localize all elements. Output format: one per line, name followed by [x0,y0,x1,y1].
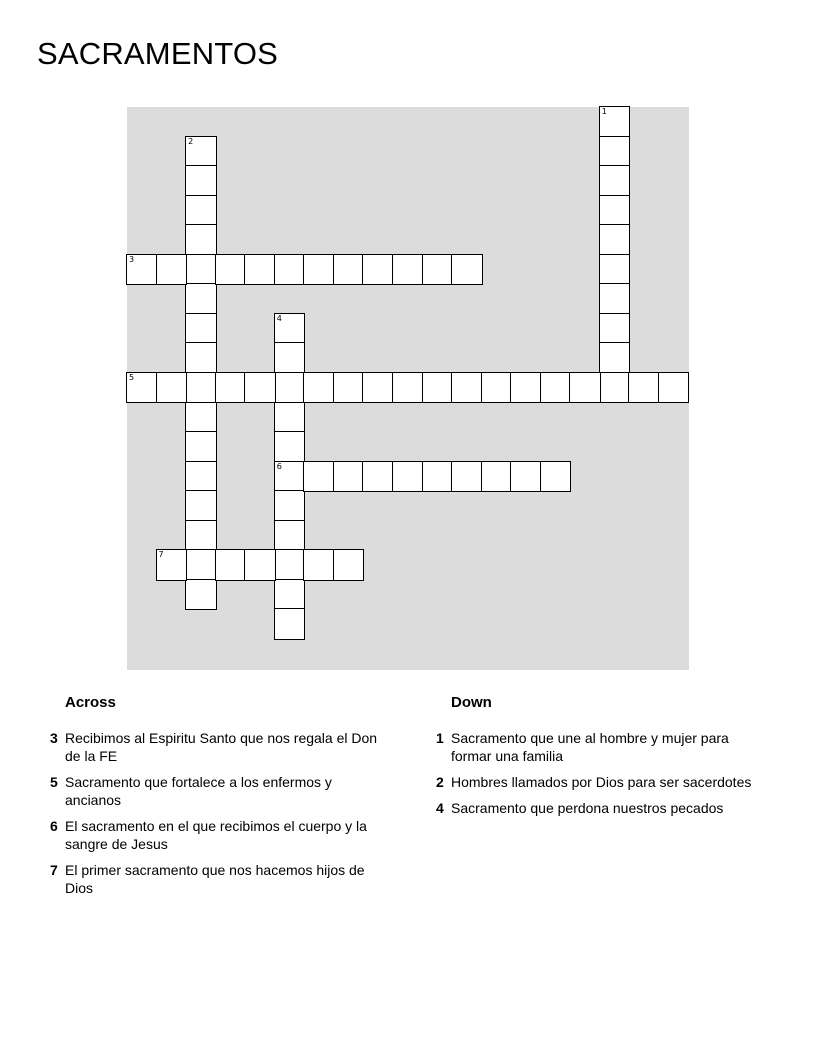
clue-across-6 [44,817,384,853]
crossword-cell[interactable] [363,373,393,403]
crossword-cell[interactable] [216,550,246,580]
crossword-cell[interactable] [275,521,305,551]
down-clues [430,694,770,825]
cell-number: 3 [129,254,135,264]
clue-number: 6 [50,818,58,834]
clue-number: 3 [50,730,58,746]
clue-text: Recibimos al Espiritu Santo que nos regala el Don de la FE [65,730,378,764]
cell-number: 2 [188,136,194,146]
crossword-cell[interactable] [304,462,334,492]
crossword-cell[interactable] [600,225,630,255]
crossword-cell[interactable] [511,373,541,403]
crossword-cell[interactable] [186,284,216,314]
crossword-cell[interactable] [275,373,305,403]
crossword-cell[interactable] [157,550,187,580]
clue-number: 5 [50,774,58,790]
crossword-cell[interactable] [600,196,630,226]
crossword-cell[interactable] [482,373,512,403]
crossword-cell[interactable] [245,373,275,403]
crossword-cell[interactable] [452,462,482,492]
crossword-cell[interactable] [186,491,216,521]
cell-number: 5 [129,372,135,382]
crossword-cell[interactable] [393,462,423,492]
crossword-cell[interactable] [186,550,216,580]
crossword-cell[interactable] [423,373,453,403]
crossword-cell[interactable] [600,373,630,403]
crossword-cell[interactable] [186,373,216,403]
page-title: SACRAMENTOS [37,36,279,71]
crossword-cell[interactable] [482,462,512,492]
crossword-grid [127,107,689,670]
crossword-cell[interactable] [216,255,246,285]
across-heading: Across [65,694,116,711]
crossword-cell[interactable] [275,609,305,639]
crossword-cell[interactable] [600,255,630,285]
crossword-cell[interactable] [275,403,305,433]
clue-down-4 [430,799,770,817]
clue-across-7 [44,861,384,897]
crossword-cell[interactable] [334,550,364,580]
crossword-cell[interactable] [127,255,157,285]
cell-number: 7 [158,550,164,560]
crossword-cell[interactable] [363,462,393,492]
crossword-cell[interactable] [541,373,571,403]
crossword-cell[interactable] [157,255,187,285]
crossword-cell[interactable] [275,580,305,610]
crossword-cell[interactable] [629,373,659,403]
crossword-cell[interactable] [275,432,305,462]
crossword-cell[interactable] [334,373,364,403]
crossword-cell[interactable] [186,314,216,344]
crossword-cell[interactable] [275,462,305,492]
clue-down-2 [430,773,770,791]
cell-number: 1 [601,107,607,116]
crossword-cell[interactable] [275,491,305,521]
crossword-cell[interactable] [186,403,216,433]
clue-text: Sacramento que une al hombre y mujer para formar una familia [451,730,729,764]
across-clues [44,694,384,905]
crossword-cell[interactable] [186,521,216,551]
crossword-cell[interactable] [600,343,630,373]
crossword-cell[interactable] [245,550,275,580]
clue-number: 7 [50,862,58,878]
crossword-cell[interactable] [304,550,334,580]
clue-across-5 [44,773,384,809]
crossword-cell[interactable] [423,462,453,492]
clue-number: 2 [436,774,444,790]
crossword-cell[interactable] [600,107,630,137]
crossword-cell[interactable] [511,462,541,492]
cell-number: 6 [276,461,282,471]
crossword-cell[interactable] [186,225,216,255]
crossword-cell[interactable] [157,373,187,403]
down-heading: Down [451,694,492,711]
crossword-cell[interactable] [600,137,630,167]
crossword-cell[interactable] [600,314,630,344]
crossword-cell[interactable] [275,343,305,373]
crossword-cell[interactable] [216,373,246,403]
crossword-cell[interactable] [186,196,216,226]
crossword-cell[interactable] [334,255,364,285]
crossword-cell[interactable] [334,462,364,492]
clue-text: Sacramento que perdona nuestros pecados [451,800,724,816]
crossword-cell[interactable] [600,284,630,314]
crossword-cell[interactable] [186,137,216,167]
crossword-cell[interactable] [186,343,216,373]
crossword-cell[interactable] [186,462,216,492]
clue-text: Hombres llamados por Dios para ser sacerdotes [451,774,752,790]
crossword-cell[interactable] [570,373,600,403]
crossword-cell[interactable] [304,255,334,285]
clue-text: El primer sacramento que nos hacemos hijos de Dios [65,862,365,896]
clue-text: El sacramento en el que recibimos el cuerpo y la sangre de Jesus [65,818,367,852]
crossword-cell[interactable] [245,255,275,285]
crossword-cell[interactable] [127,373,157,403]
crossword-cell[interactable] [600,166,630,196]
crossword-cell[interactable] [275,255,305,285]
clue-across-3 [44,729,384,765]
crossword-cell[interactable] [452,373,482,403]
crossword-cell[interactable] [275,550,305,580]
crossword-cell[interactable] [393,255,423,285]
crossword-cell[interactable] [275,314,305,344]
crossword-cell[interactable] [659,373,689,403]
crossword-cell[interactable] [186,255,216,285]
clue-text: Sacramento que fortalece a los enfermos y ancianos [65,774,332,808]
crossword-cell[interactable] [186,432,216,462]
crossword-cell[interactable] [304,373,334,403]
crossword-cell[interactable] [541,462,571,492]
crossword-cell[interactable] [423,255,453,285]
crossword-cell[interactable] [363,255,393,285]
clue-down-1 [430,729,770,765]
crossword-cell[interactable] [186,580,216,610]
clue-number: 1 [436,730,444,746]
cell-number: 4 [276,313,282,323]
crossword-cell[interactable] [393,373,423,403]
crossword-cell[interactable] [186,166,216,196]
clue-number: 4 [436,800,444,816]
crossword-cell[interactable] [452,255,482,285]
